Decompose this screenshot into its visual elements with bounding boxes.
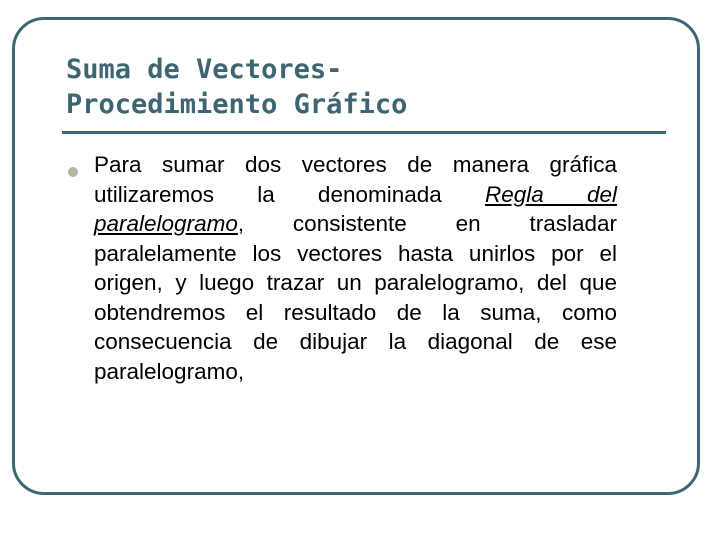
bullet-text-after: , consistente en trasladar paralelamente los vectores hasta unirlos por el origen, y luego trazar un paralelogramo, del que obtendremos el resultado de la suma, como consecuencia de dibujar la diagonal de ese paralelogramo, <box>94 211 617 384</box>
bullet-paragraph <box>94 150 617 386</box>
bullet-text-before: Para sumar dos vectores de manera gráfica utilizaremos la denominada <box>94 152 617 207</box>
regla-del-text: Regla del <box>484 181 617 207</box>
bullet-dot-icon <box>68 167 78 177</box>
slide-title <box>66 52 407 122</box>
title-line-2: Procedimiento Gráfico <box>66 89 408 120</box>
title-divider <box>62 131 666 134</box>
title-line-1: Suma de Vectores- <box>66 54 343 85</box>
paralelogramo-text: paralelogramo <box>94 211 238 236</box>
